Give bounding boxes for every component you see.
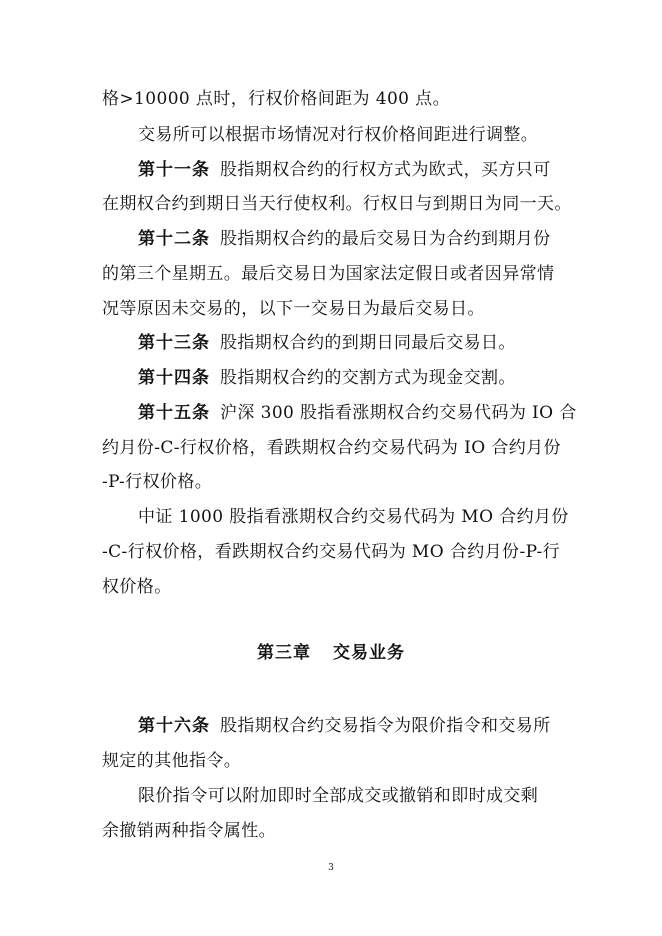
line-text: 股指期权合约的交割方式为现金交割。 bbox=[220, 368, 516, 388]
line-text: 沪深 300 股指看涨期权合约交易代码为 IO 合 bbox=[220, 403, 577, 423]
article-16-line bbox=[138, 713, 551, 739]
article-13-line bbox=[138, 330, 516, 356]
line-text: -C-行权价格，看跌期权合约交易代码为 MO 合约月份-P-行 bbox=[102, 542, 561, 562]
line-text: 交易所可以根据市场情况对行权价格间距进行调整。 bbox=[138, 125, 539, 145]
line-text: 限价指令可以附加即时全部成交或撤销和即时成交剩 bbox=[138, 786, 539, 806]
text-line bbox=[102, 296, 485, 322]
text-line bbox=[102, 748, 241, 774]
text-line bbox=[102, 86, 450, 112]
line-text: 约月份-C-行权价格，看跌期权合约交易代码为 IO 合约月份 bbox=[102, 438, 561, 458]
text-line bbox=[102, 191, 572, 217]
page-number: 3 bbox=[328, 863, 334, 873]
article-number: 第十二条 bbox=[138, 229, 210, 249]
text-line bbox=[102, 261, 554, 287]
article-14-line bbox=[138, 365, 516, 391]
line-text: 股指期权合约的行权方式为欧式，买方只可 bbox=[220, 160, 551, 180]
line-text: 的第三个星期五。最后交易日为国家法定假日或者因异常情 bbox=[102, 264, 555, 284]
article-15-line bbox=[138, 400, 577, 426]
line-text: 股指期权合约的到期日同最后交易日。 bbox=[220, 333, 516, 353]
line-text: 在期权合约到期日当天行使权利。行权日与到期日为同一天。 bbox=[102, 194, 572, 214]
text-line bbox=[102, 469, 212, 495]
line-text: 余撤销两种指令属性。 bbox=[102, 821, 276, 841]
article-12-line bbox=[138, 226, 551, 252]
line-text: 股指期权合约交易指令为限价指令和交易所 bbox=[220, 716, 551, 736]
line-text: 权价格。 bbox=[102, 577, 172, 597]
chapter-number: 第三章 bbox=[257, 643, 311, 663]
line-text: 股指期权合约的最后交易日为合约到期月份 bbox=[220, 229, 551, 249]
text-line bbox=[102, 435, 561, 461]
line-text: 况等原因未交易的，以下一交易日为最后交易日。 bbox=[102, 299, 485, 319]
text-line bbox=[138, 504, 569, 530]
article-number: 第十四条 bbox=[138, 368, 210, 388]
article-number: 第十一条 bbox=[138, 160, 210, 180]
line-text: 中证 1000 股指看涨期权合约交易代码为 MO 合约月份 bbox=[138, 507, 569, 527]
line-text: 格>10000 点时，行权价格间距为 400 点。 bbox=[102, 89, 450, 109]
chapter-title: 交易业务 bbox=[333, 643, 405, 663]
chapter-heading bbox=[0, 640, 662, 666]
text-line bbox=[138, 122, 538, 148]
article-11-line bbox=[138, 157, 551, 183]
text-line bbox=[138, 783, 538, 809]
text-line bbox=[102, 574, 172, 600]
line-text: 规定的其他指令。 bbox=[102, 751, 242, 771]
text-line bbox=[102, 818, 276, 844]
line-text: -P-行权价格。 bbox=[102, 472, 213, 492]
text-line bbox=[102, 539, 560, 565]
article-number: 第十三条 bbox=[138, 333, 210, 353]
article-number: 第十六条 bbox=[138, 716, 210, 736]
article-number: 第十五条 bbox=[138, 403, 210, 423]
